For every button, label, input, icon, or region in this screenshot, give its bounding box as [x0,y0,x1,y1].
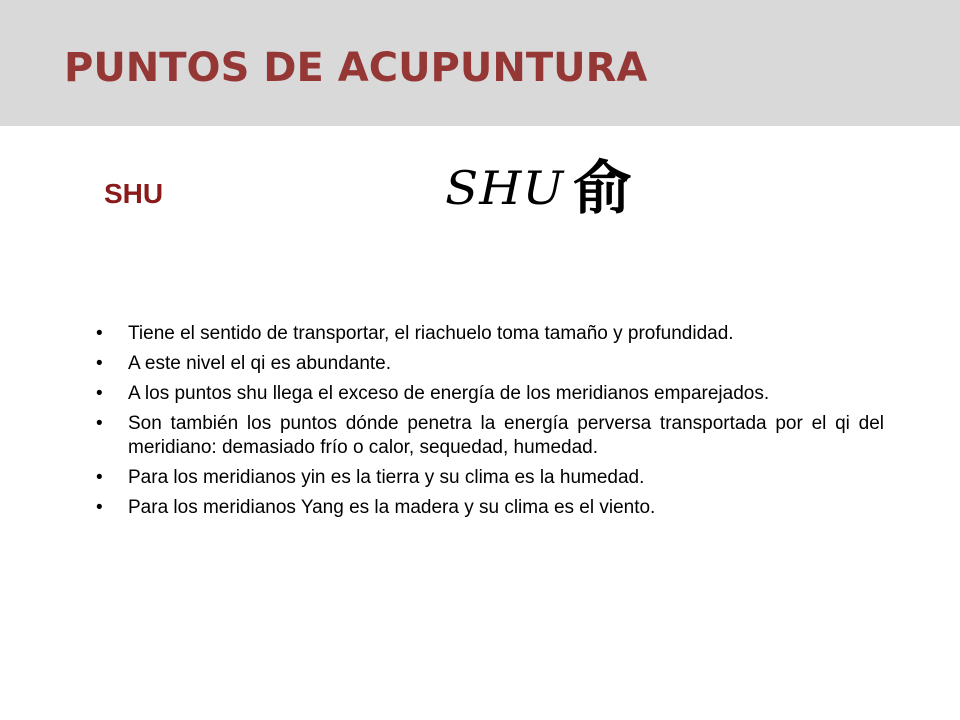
bullet-icon: • [96,323,103,344]
bullet-icon: • [96,353,103,374]
list-item-text: A este nivel el qi es abundante. [128,353,392,374]
list-item [96,412,884,460]
list-item [96,382,884,406]
list-item-text: Son también los puntos dónde penetra la energía perversa transportada por el qi del meridiano: demasiado frío o calor, sequedad, humedad. [128,413,884,458]
bullet-icon: • [96,413,103,434]
page-title: PUNTOS DE ACUPUNTURA [64,45,648,91]
list-item [96,322,884,346]
list-item-text: A los puntos shu llega el exceso de energía de los meridianos emparejados. [128,383,770,404]
list-item [96,352,884,376]
shu-calligraphy-image [445,148,658,228]
list-item-text: Para los meridianos yin es la tierra y su clima es la humedad. [128,467,645,488]
shu-latin-text: SHU [445,161,565,215]
bullet-icon: • [96,383,103,404]
section-heading: SHU [104,178,164,209]
header-band [0,0,960,126]
bullet-icon: • [96,467,103,488]
list-item [96,466,884,490]
list-item-text: Para los meridianos Yang es la madera y su clima es el viento. [128,497,656,518]
list-item-text: Tiene el sentido de transportar, el riachuelo toma tamaño y profundidad. [128,323,734,344]
shu-chinese-character: 俞 [573,154,632,222]
bullet-list [96,322,884,526]
bullet-icon: • [96,497,103,518]
list-item [96,496,884,520]
